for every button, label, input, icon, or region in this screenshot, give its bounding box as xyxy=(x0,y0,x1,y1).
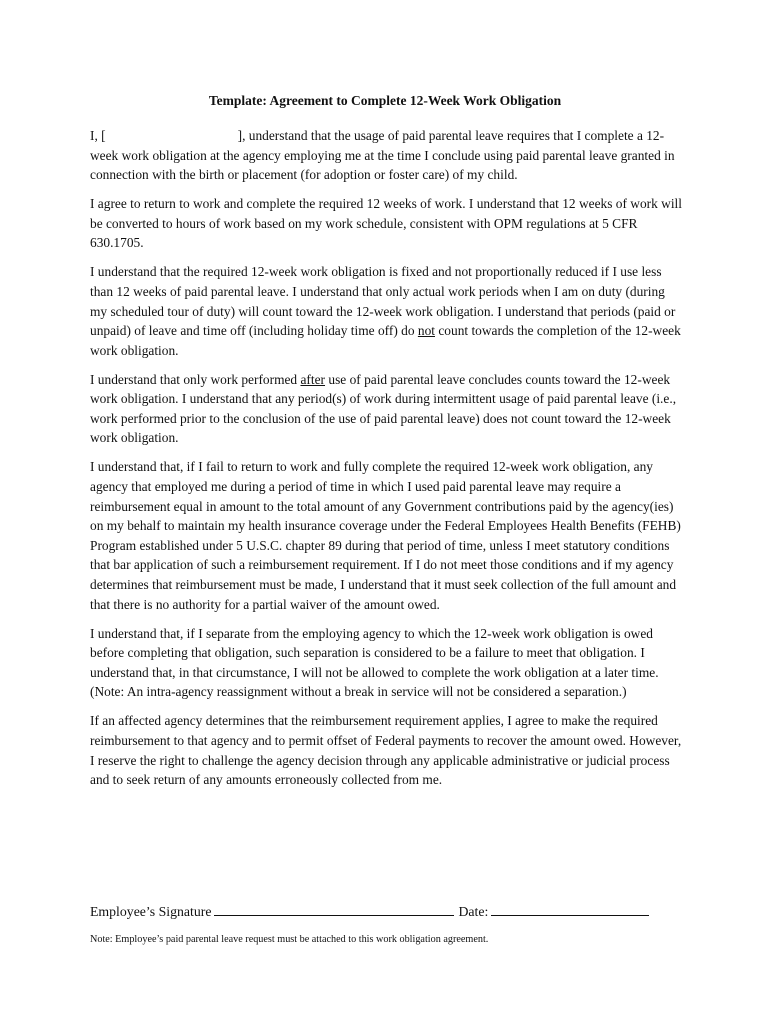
date-label: Date: xyxy=(458,904,489,919)
paragraph-3-text-before: I understand that the required 12-week work obligation is fixed and not proportionally reduced if I use less than 12 weeks of paid parental leave. I understand that only actual work periods when I am on duty (during my scheduled tour of duty) will count toward the 12-week work obligation. I understand that periods (paid or unpaid) of leave and time off (including holiday time off) do xyxy=(90,264,676,339)
paragraph-4-text-before: I understand that only work performed xyxy=(90,371,298,387)
paragraph-name-acknowledgement xyxy=(90,126,684,185)
underlined-not: not xyxy=(417,323,435,339)
paragraph-agree-reimburse: If an affected agency determines that the reimbursement requirement applies, I agree to make the required reimbursement to that agency and to permit offset of Federal payments to recover the amount owed. However, I reserve the right to challenge the agency decision through any applicable administrative or judicial process and to seek return of any amounts erroneously collected from me. xyxy=(90,713,682,788)
paragraph-obligation-fixed xyxy=(90,262,684,360)
signature-row xyxy=(90,901,690,922)
paragraph-reimbursement: I understand that, if I fail to return to work and fully complete the required 12-week work obligation, any agency that employed me during a period of time in which I used paid parental leave may require a reimbursement equal in amount to the total amount of any Government contributions paid by the agency(ies) on my behalf to maintain my health insurance coverage under the Federal Employees Health Benefits (FEHB) Program established under 5 U.S.C. chapter 89 during that period of time, unless I meet statutory conditions that bar application of such a reimbursement requirement. If I do not meet those conditions and if my agency determines that reimbursement must be made, I understand that it must seek collection of the full amount and that there is no authority for a partial waiver of the amount owed. xyxy=(90,459,681,612)
agreement-body xyxy=(90,126,684,799)
signature-label: Employee’s Signature xyxy=(90,904,212,919)
date-field[interactable] xyxy=(491,901,649,916)
paragraph-separation: I understand that, if I separate from the employing agency to which the 12-week work obligation is owed before completing that obligation, such separation is considered to be a failure to meet that obligation. I understand that, in that circumstance, I will not be allowed to complete the work obligation at a later time. (Note: An intra-agency reassignment without a break in service will not be considered a separation.) xyxy=(90,625,659,700)
name-prefix: I, [ xyxy=(90,128,106,143)
attachment-note: Note: Employee’s paid parental leave request must be attached to this work obligation agreement. xyxy=(90,934,489,945)
paragraph-return-to-work: I agree to return to work and complete the required 12 weeks of work. I understand that 12 weeks of work will be converted to hours of work based on my work schedule, consistent with OPM regulations at 5 CFR 630.1705. xyxy=(90,196,682,251)
paragraph-1-text: ], understand that the usage of paid parental leave requires that I complete a 12-week work obligation at the agency employing me at the time I conclude using paid parental leave granted in connection with the birth or placement (for adoption or foster care) of my child. xyxy=(90,128,675,183)
signature-field[interactable] xyxy=(214,901,454,916)
paragraph-work-after-leave xyxy=(90,370,684,448)
paragraph-3-text-after: count towards the completion of the 12-week work obligation. xyxy=(90,323,681,358)
document-title: Template: Agreement to Complete 12-Week Work Obligation xyxy=(208,93,562,108)
underlined-after: after xyxy=(300,371,326,387)
paragraph-4-text-after: use of paid parental leave concludes counts toward the 12-week work obligation. I understand that any period(s) of work during intermittent usage of paid parental leave (i.e., work performed prior to the conclusion of the use of paid parental leave) does not count toward the 12-week work obligation. xyxy=(90,371,677,446)
